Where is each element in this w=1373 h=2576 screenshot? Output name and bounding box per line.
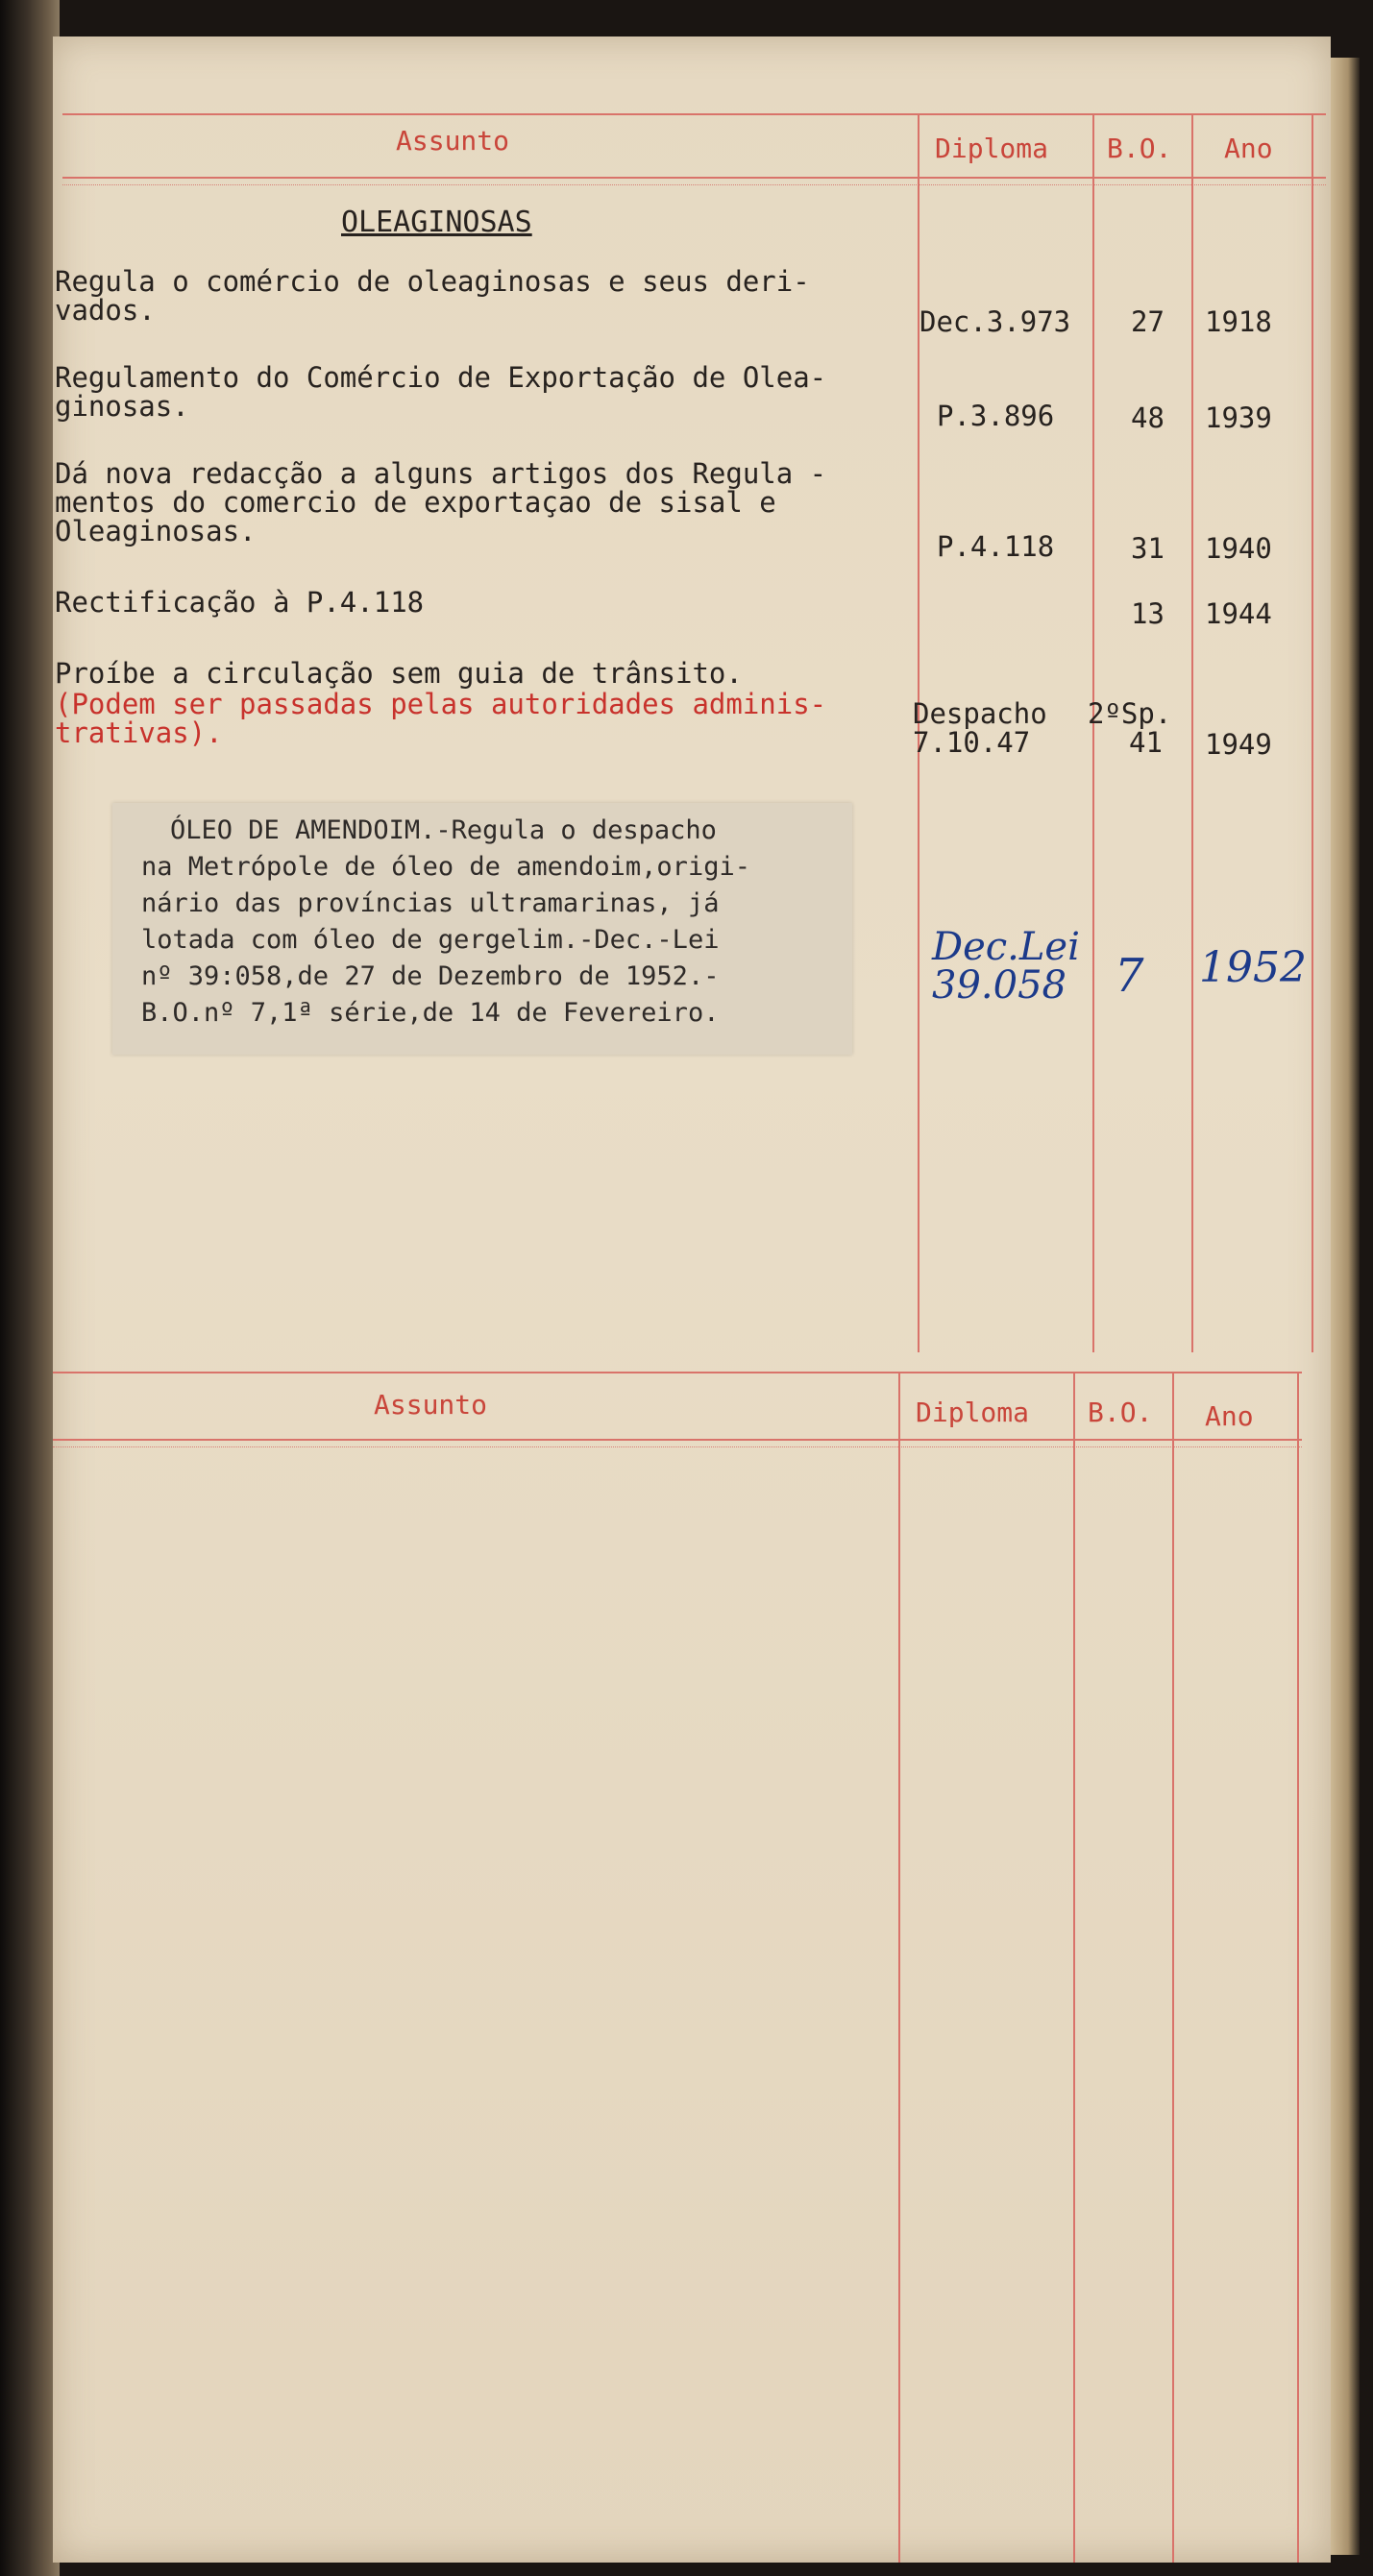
entry-year: 1944 [1205, 597, 1272, 630]
entry-line-red: trativas). [55, 717, 223, 749]
entry-bo: 48 [1131, 401, 1165, 434]
entry-line: Regula o comércio de oleaginosas e seus deri- [55, 265, 810, 298]
col-divider-diploma [898, 1372, 900, 2563]
entry-year: 1939 [1205, 401, 1272, 434]
clipping-line: ÓLEO DE AMENDOIM.-Regula o despacho [170, 815, 717, 845]
header-bo: B.O. [1088, 1397, 1153, 1428]
header-bottom-rule [62, 177, 1326, 179]
entry-line: mentos do comercio de exportaçao de sisal e [55, 486, 776, 519]
header-dotted-rule [53, 1446, 1302, 1447]
newspaper-clipping [112, 803, 852, 1055]
entry-line: Rectificação à P.4.118 [55, 586, 425, 619]
entry-line: Proíbe a circulação sem guia de trânsito. [55, 657, 743, 690]
col-divider-bo [1073, 1372, 1075, 2563]
entry-line: vados. [55, 294, 156, 327]
col-divider-right [1312, 113, 1313, 1352]
header-year: Ano [1224, 133, 1273, 164]
header-subject: Assunto [374, 1389, 488, 1421]
entry-line: ginosas. [55, 390, 189, 423]
entry-line: Dá nova redacção a alguns artigos dos Regula - [55, 457, 827, 490]
entry-diploma: Despacho [913, 697, 1047, 730]
header-diploma: Diploma [916, 1397, 1030, 1428]
header-bottom-rule [53, 1439, 1302, 1441]
entry-diploma: Dec.3.973 [919, 305, 1071, 338]
handwritten-diploma: 39.058 [932, 963, 1067, 1008]
entry-diploma: 7.10.47 [913, 726, 1031, 759]
header-diploma: Diploma [935, 133, 1049, 164]
page-edge [1331, 58, 1360, 2555]
header-dotted-rule [62, 184, 1326, 185]
col-divider-right [1297, 1372, 1299, 2563]
ledger-page [53, 36, 1331, 2563]
entry-line: Oleaginosas. [55, 515, 257, 547]
entry-diploma: P.3.896 [937, 400, 1055, 432]
clipping-line: lotada com óleo de gergelim.-Dec.-Lei [141, 925, 720, 955]
section-title: OLEAGINOSAS [341, 206, 532, 239]
header-top-rule [53, 1372, 1302, 1373]
header-bo: B.O. [1107, 133, 1172, 164]
clipping-line: na Metrópole de óleo de amendoim,origi- [141, 852, 750, 882]
col-divider-year [1191, 113, 1193, 1352]
entry-diploma: P.4.118 [937, 530, 1055, 563]
col-divider-bo [1092, 113, 1094, 1352]
clipping-line: nário das províncias ultramarinas, já [141, 888, 720, 918]
clipping-line: B.O.nº 7,1ª série,de 14 de Fevereiro. [141, 998, 720, 1028]
handwritten-year: 1952 [1199, 943, 1307, 992]
entry-line-red: (Podem ser passadas pelas autoridades adminis- [55, 688, 827, 720]
entry-year: 1949 [1205, 728, 1272, 761]
entry-line: Regulamento do Comércio de Exportação de Olea- [55, 361, 827, 394]
handwritten-bo: 7 [1115, 949, 1144, 1003]
clipping-line: nº 39:058,de 27 de Dezembro de 1952.- [141, 961, 720, 991]
book-binding [0, 0, 60, 2576]
entry-bo: 41 [1129, 726, 1163, 759]
entry-bo: 31 [1131, 532, 1165, 565]
header-subject: Assunto [396, 125, 510, 157]
header-top-rule [62, 113, 1326, 115]
entry-year: 1940 [1205, 532, 1272, 565]
entry-bo: 27 [1131, 305, 1165, 338]
col-divider-year [1172, 1372, 1174, 2563]
entry-year: 1918 [1205, 305, 1272, 338]
handwritten-diploma: Dec.Lei [932, 925, 1080, 969]
header-year: Ano [1205, 1400, 1254, 1432]
entry-bo: 13 [1131, 597, 1165, 630]
entry-bo: 2ºSp. [1088, 697, 1172, 730]
